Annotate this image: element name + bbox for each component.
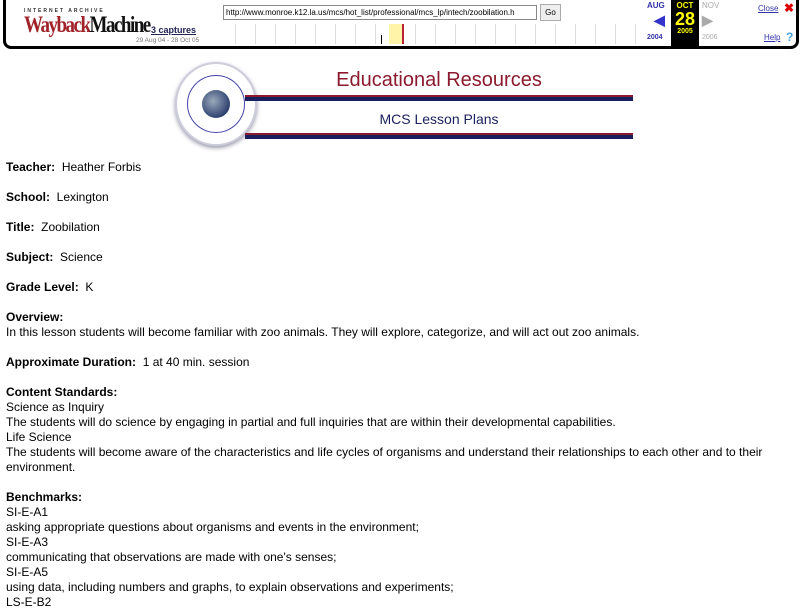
url-input[interactable]: http://www.monroe.k12.la.us/mcs/hot_list/professional/mcs_lp/intech/zoobilation.h [223, 5, 537, 20]
lesson-field [6, 280, 796, 295]
standards-line: Life Science [6, 430, 72, 444]
overview-section [6, 310, 796, 340]
field-label: Subject: [6, 250, 54, 264]
standards-line: The students will do science by engaging in partial and full inquiries that are within their developmental capabilities. [6, 415, 616, 429]
close-icon[interactable]: ✖ [784, 1, 795, 15]
lesson-field [6, 250, 796, 265]
current-year: 2005 [677, 28, 693, 35]
field-value: Heather Forbis [61, 160, 142, 174]
logo-part: Machine [89, 12, 150, 38]
close-link[interactable]: Close [758, 4, 779, 13]
capture-range: 29 Aug 04 - 28 Oct 05 [136, 37, 200, 44]
duration-value: 1 at 40 min. session [142, 355, 250, 369]
benchmarks-line: asking appropriate questions about organisms and events in the environment; [6, 520, 419, 534]
timeline-current-month[interactable] [389, 24, 403, 44]
field-label: Teacher: [6, 160, 56, 174]
field-label: Grade Level: [6, 280, 79, 294]
benchmarks-line: SI-E-A3 [6, 535, 49, 549]
benchmarks-section [6, 490, 796, 610]
next-arrow-icon: ▶ [702, 12, 713, 28]
lesson-content [6, 160, 796, 610]
overview-text: In this lesson students will become familiar with zoo animals. They will explore, categorize, and will act out zoo animals. [6, 325, 640, 339]
current-day: 28 [674, 9, 696, 29]
prev-year[interactable]: 2004 [647, 34, 663, 41]
go-button[interactable]: Go [540, 4, 561, 21]
help-link[interactable]: Help [764, 33, 781, 42]
prev-arrow-icon[interactable]: ◀ [654, 12, 665, 28]
benchmarks-label: Benchmarks: [6, 490, 83, 504]
wayback-toolbar [3, 0, 799, 49]
help-icon[interactable]: ? [786, 30, 794, 44]
overview-label: Overview: [6, 310, 64, 324]
captures-link[interactable]: 3 captures [151, 25, 197, 35]
divider [245, 95, 633, 101]
field-value: Science [60, 250, 103, 264]
field-value: Lexington [56, 190, 109, 204]
banner-title: Educational Resources [336, 69, 542, 91]
wayback-logo[interactable] [24, 13, 150, 39]
current-month: OCT [676, 1, 694, 10]
timeline[interactable] [216, 24, 636, 44]
globe-icon [202, 90, 230, 118]
benchmarks-line: using data, including numbers and graphs, to explain observations and experiments; [6, 580, 454, 594]
prev-month[interactable]: AUG [647, 1, 665, 10]
duration-label: Approximate Duration: [6, 355, 137, 369]
lesson-field [6, 220, 796, 235]
field-label: Title: [6, 220, 35, 234]
current-capture-date [671, 0, 699, 46]
lesson-field [6, 160, 796, 175]
banner-subtitle: MCS Lesson Plans [379, 111, 499, 127]
benchmarks-line: SI-E-A5 [6, 565, 49, 579]
benchmarks-line: communicating that observations are made with one's senses; [6, 550, 337, 564]
next-month: NOV [702, 1, 720, 10]
field-value: Zoobilation [41, 220, 100, 234]
standards-line: The students will become aware of the characteristics and life cycles of organisms and understand their relationships to each other and to their environment. [6, 445, 763, 474]
benchmarks-line: SI-E-A1 [6, 505, 49, 519]
standards-label: Content Standards: [6, 385, 118, 399]
divider [245, 133, 633, 139]
logo-part: Wayback [24, 12, 90, 38]
field-value: K [85, 280, 94, 294]
timeline-current-capture[interactable] [402, 24, 404, 44]
field-label: School: [6, 190, 50, 204]
benchmarks-line: LS-E-B2 [6, 595, 52, 609]
standards-section [6, 385, 796, 475]
wayback-logo-top: INTERNET ARCHIVE [24, 8, 105, 14]
next-year: 2006 [702, 34, 718, 41]
duration-field [6, 355, 796, 370]
timeline-capture-mark[interactable] [381, 35, 382, 44]
lesson-field [6, 190, 796, 205]
standards-line: Science as Inquiry [6, 400, 105, 414]
